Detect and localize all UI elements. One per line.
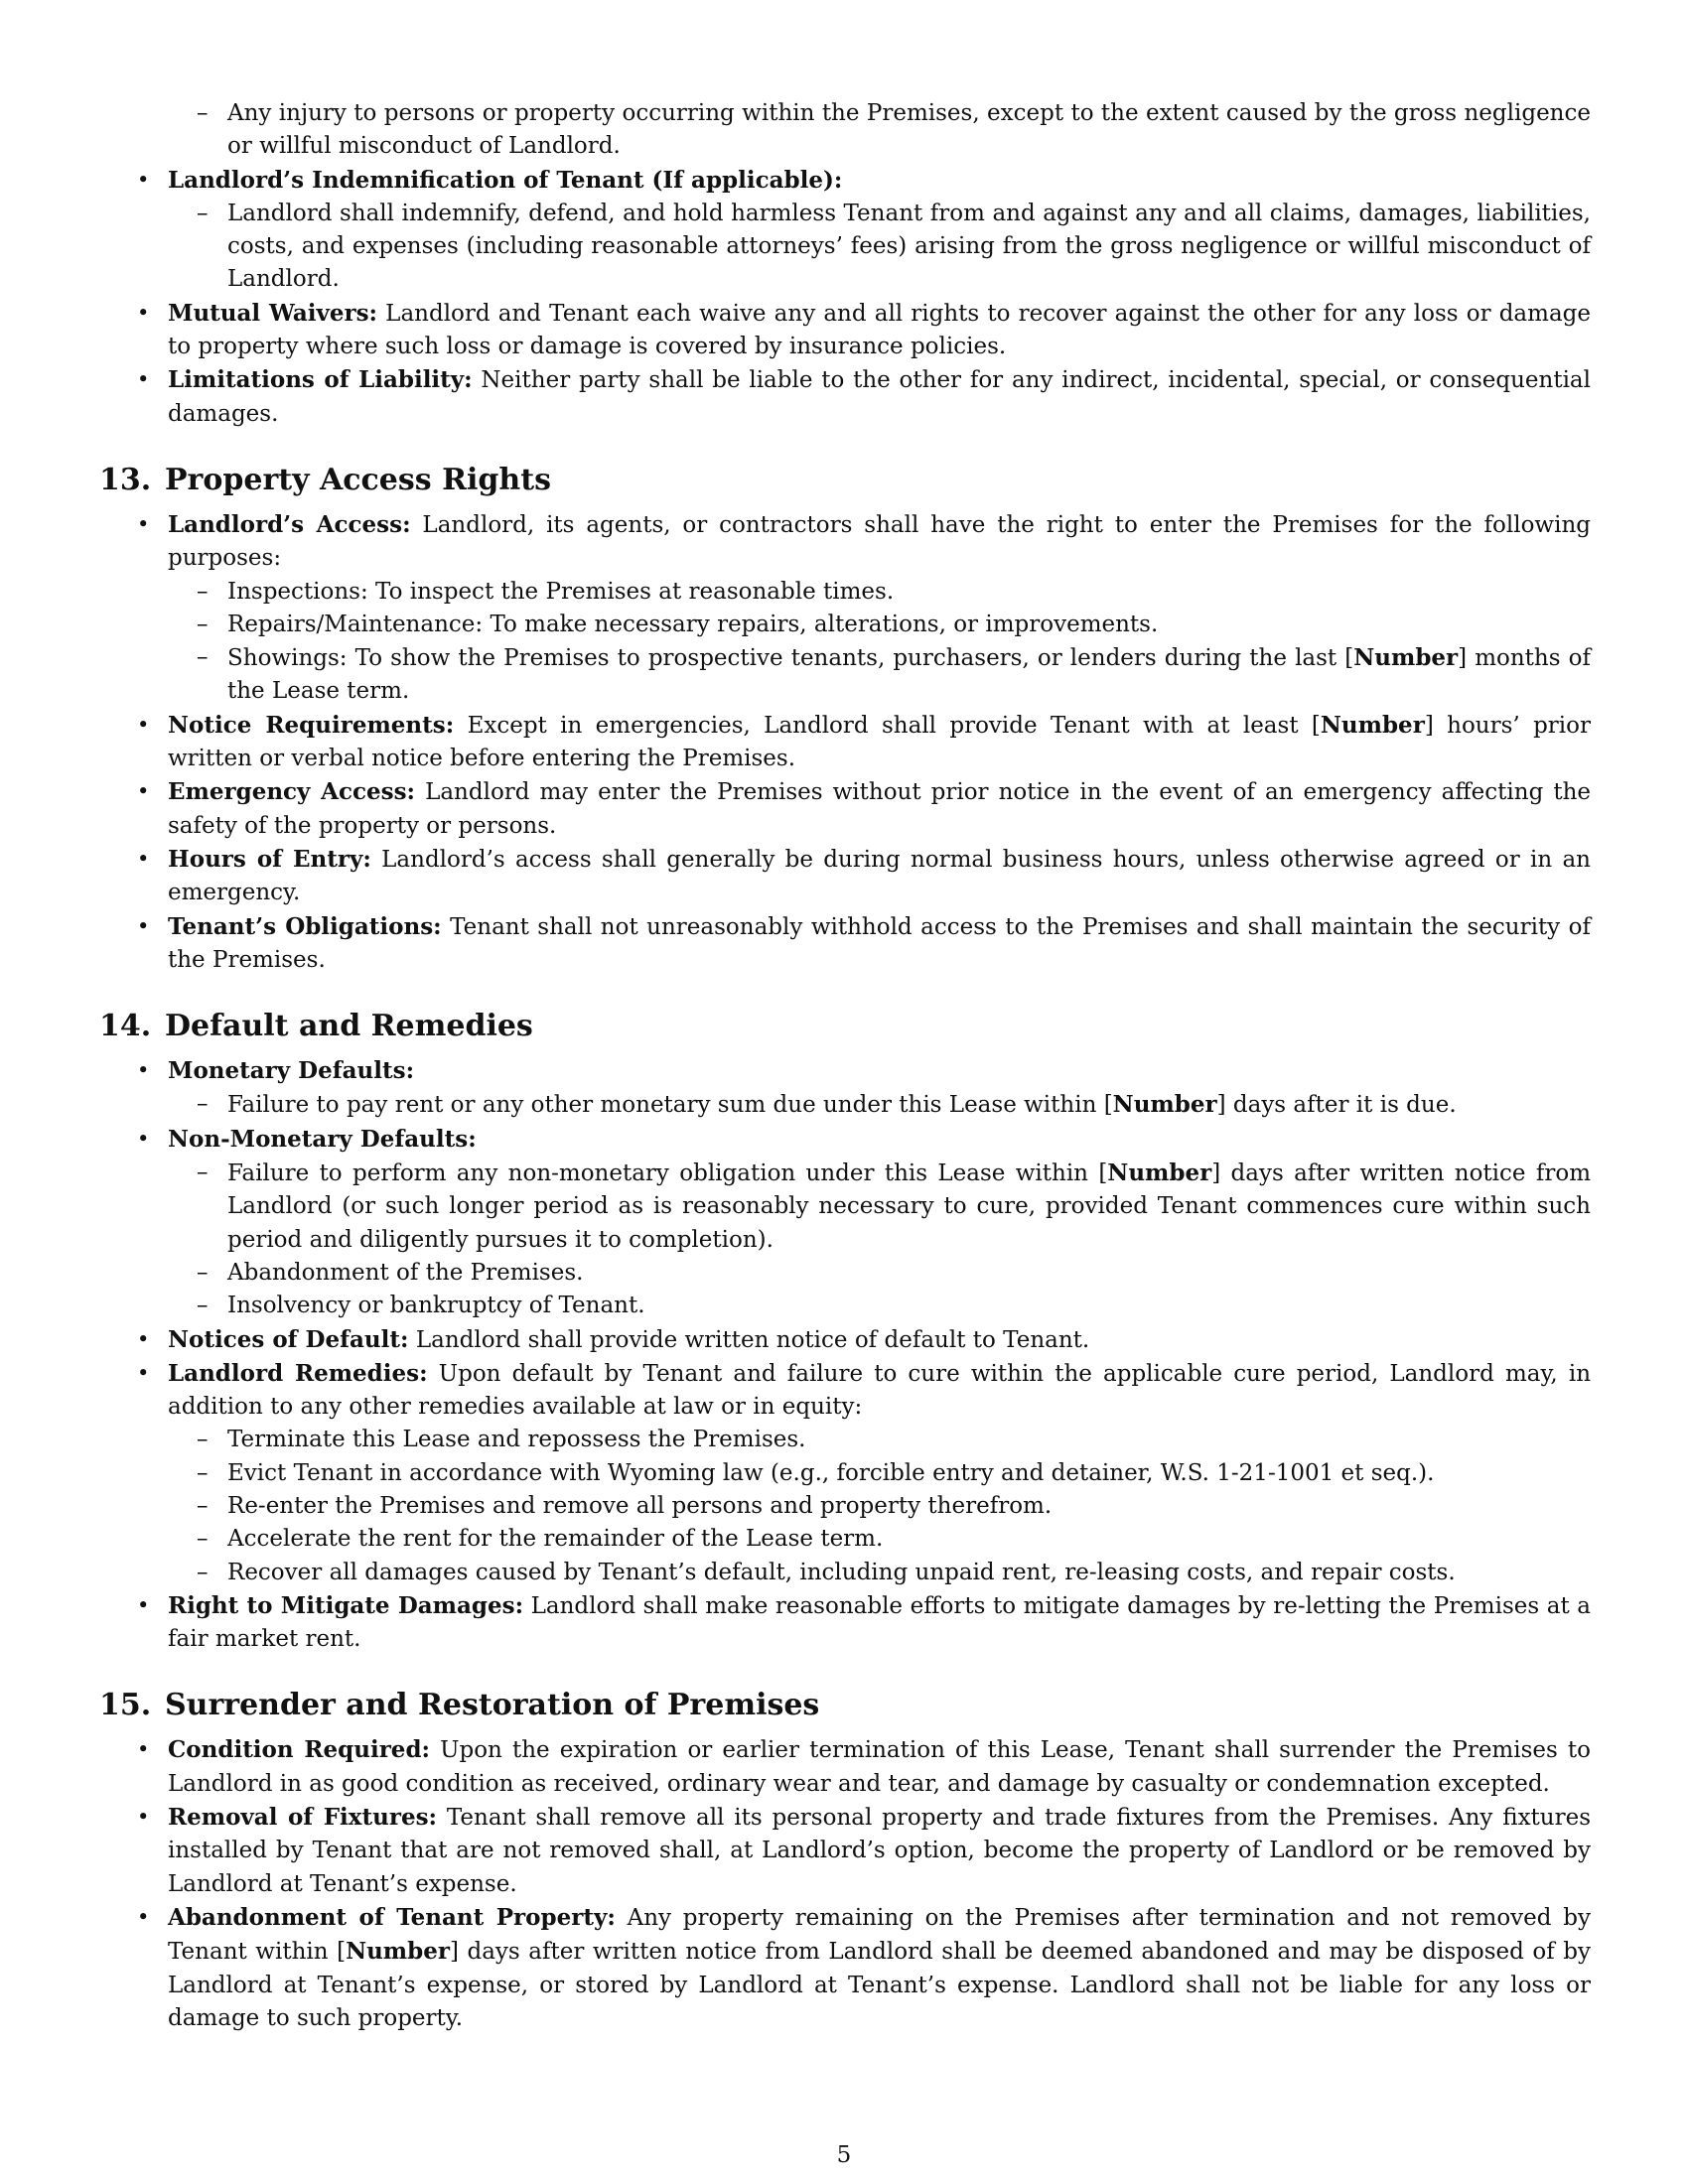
list-item: • Landlord Remedies: Upon default by Tenant and failure to cure within the applicable cure period, Landlord may, in addition to any other remedies available at law or in equity: [99, 1357, 1591, 1425]
list-item: • Right to Mitigate Damages: Landlord shall make reasonable efforts to mitigate damages by re-letting the Premises at a fair market rent. [99, 1589, 1591, 1657]
list-item: – Inspections: To inspect the Premises at reasonable times. [99, 576, 1591, 609]
list-item: • Notices of Default: Landlord shall provide written notice of default to Tenant. [99, 1323, 1591, 1357]
list-item: • Tenant’s Obligations: Tenant shall not unreasonably withhold access to the Premises and shall maintain the security of the Premises. [99, 910, 1591, 978]
list-item: – Failure to perform any non-monetary obligation under this Lease within [Number] days after written notice from Landlord (or such longer period as is reasonably necessary to cure, provided Tenant commences cure within such period and diligently pursues it to completion). [99, 1157, 1591, 1257]
page-number: 5 [836, 2142, 852, 2168]
list-item: – Terminate this Lease and repossess the Premises. [99, 1424, 1591, 1456]
list-item: • Non-Monetary Defaults: [99, 1123, 1591, 1157]
list-item: • Monetary Defaults: [99, 1054, 1591, 1088]
list-item: – Insolvency or bankruptcy of Tenant. [99, 1290, 1591, 1322]
list-item: – Recover all damages caused by Tenant’s default, including unpaid rent, re-leasing costs, and repair costs. [99, 1557, 1591, 1589]
list-item: – Accelerate the rent for the remainder of the Lease term. [99, 1523, 1591, 1556]
list-item: • Emergency Access: Landlord may enter the Premises without prior notice in the event of an emergency affecting the safety of the property or persons. [99, 775, 1591, 843]
section-heading: 15. Surrender and Restoration of Premises [99, 1688, 820, 1723]
list-item: – Showings: To show the Premises to prospective tenants, purchasers, or lenders during the last [Number] months of the Lease term. [99, 641, 1591, 709]
list-item: • Hours of Entry: Landlord’s access shall generally be during normal business hours, unless otherwise agreed or in an emergency. [99, 843, 1591, 910]
list-item: – Repairs/Maintenance: To make necessary repairs, alterations, or improvements. [99, 609, 1591, 641]
list-item: • Removal of Fixtures: Tenant shall remove all its personal property and trade fixtures from the Premises. Any fixtures installed by Tenant that are not removed shall, at Landlord’s option, become the property of Landlord or be removed by Landlord at Tenant’s expense. [99, 1801, 1591, 1901]
list-item: – Re-enter the Premises and remove all persons and property therefrom. [99, 1490, 1591, 1523]
list-item: – Landlord shall indemnify, defend, and hold harmless Tenant from and against any and all claims, damages, liabilities, costs, and expenses (including reasonable attorneys’ fees) arising from the gross negligence or willful misconduct of Landlord. [99, 198, 1591, 297]
list-item: • Condition Required: Upon the expiration or earlier termination of this Lease, Tenant shall surrender the Premises to Landlord in as good condition as received, ordinary wear and tear, and damage by casualty or condemnation excepted. [99, 1733, 1591, 1801]
section-heading: 14. Default and Remedies [99, 1009, 533, 1044]
list-item: – Abandonment of the Premises. [99, 1257, 1591, 1290]
list-item: – Evict Tenant in accordance with Wyoming law (e.g., forcible entry and detainer, W.S. 1-21-1001 et seq.). [99, 1457, 1591, 1490]
document-page [99, 97, 1591, 2035]
list-item: • Mutual Waivers: Landlord and Tenant each waive any and all rights to recover against the other for any loss or damage to property where such loss or damage is covered by insurance policies. [99, 297, 1591, 364]
list-item: • Landlord’s Access: Landlord, its agents, or contractors shall have the right to enter the Premises for the following purposes: [99, 508, 1591, 576]
list-item: • Limitations of Liability: Neither party shall be liable to the other for any indirect, incidental, special, or consequential damages. [99, 363, 1591, 431]
section-heading: 13. Property Access Rights [99, 462, 551, 497]
list-item: • Abandonment of Tenant Property: Any property remaining on the Premises after termination and not removed by Tenant within [Number] days after written notice from Landlord shall be deemed abandoned and may be disposed of by Landlord at Tenant’s expense, or stored by Landlord at Tenant’s expense. Landlord shall not be liable for any loss or damage to such property. [99, 1901, 1591, 2035]
list-item: – Failure to pay rent or any other monetary sum due under this Lease within [Number] days after it is due. [99, 1088, 1591, 1122]
list-item: • Landlord’s Indemnification of Tenant (If applicable): [99, 164, 1591, 198]
list-item: • Notice Requirements: Except in emergencies, Landlord shall provide Tenant with at least [Number] hours’ prior written or verbal notice before entering the Premises. [99, 709, 1591, 776]
list-item: – Any injury to persons or property occurring within the Premises, except to the extent caused by the gross negligence or willful misconduct of Landlord. [99, 97, 1591, 164]
